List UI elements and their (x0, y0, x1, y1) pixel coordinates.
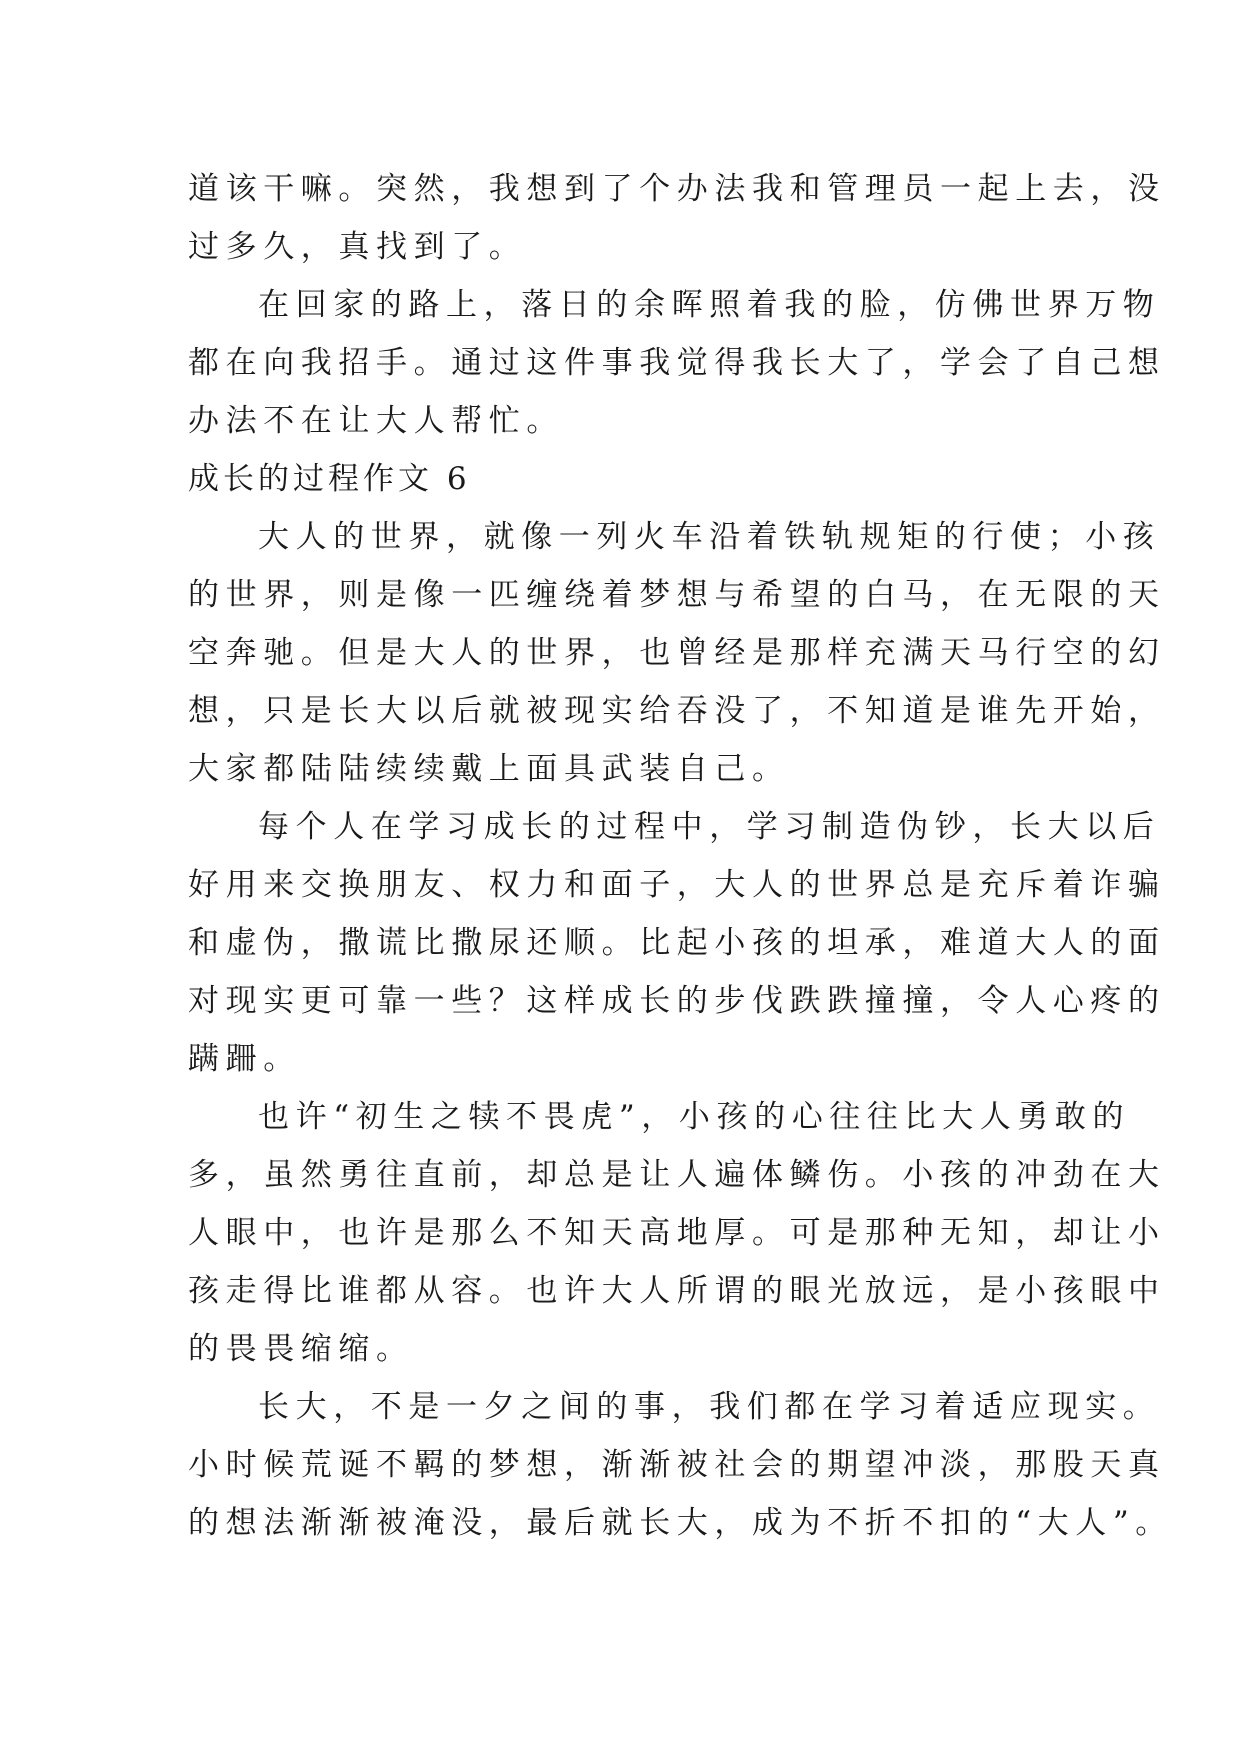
paragraph (188, 160, 1166, 276)
text-line: 办法不在让大人帮忙。 (188, 403, 564, 439)
text-line: 蹒跚。 (188, 1041, 301, 1077)
text-line: 好用来交换朋友、权力和面子，大人的世界总是充斥着诈骗 (188, 867, 1166, 903)
document-body (188, 160, 1173, 1552)
section-heading: 成长的过程作文 6 (188, 461, 471, 497)
text-line: 想，只是长大以后就被现实给吞没了，不知道是谁先开始， (188, 693, 1166, 729)
paragraph (188, 1378, 1173, 1552)
text-line: 对现实更可靠一些？这样成长的步伐跌跌撞撞，令人心疼的 (188, 983, 1166, 1019)
text-line: 多，虽然勇往直前，却总是让人遍体鳞伤。小孩的冲劲在大 (188, 1157, 1166, 1193)
text-line: 都在向我招手。通过这件事我觉得我长大了，学会了自己想 (188, 345, 1166, 381)
text-line: 和虚伪，撒谎比撒尿还顺。比起小孩的坦承，难道大人的面 (188, 925, 1166, 961)
text-line: 空奔驰。但是大人的世界，也曾经是那样充满天马行空的幻 (188, 635, 1166, 671)
text-line: 的世界，则是像一匹缠绕着梦想与希望的白马，在无限的天 (188, 577, 1166, 613)
paragraph (188, 276, 1166, 450)
text-line: 也许“初生之犊不畏虎”，小孩的心往往比大人勇敢的 (258, 1099, 1131, 1135)
text-line: 的想法渐渐被淹没，最后就长大，成为不折不扣的“大人”。 (188, 1505, 1173, 1541)
text-line: 的畏畏缩缩。 (188, 1331, 414, 1367)
text-line: 在回家的路上，落日的余晖照着我的脸，仿佛世界万物 (258, 287, 1161, 323)
paragraph (188, 508, 1166, 798)
text-line: 长大，不是一夕之间的事，我们都在学习着适应现实。 (258, 1389, 1161, 1425)
text-line: 大家都陆陆续续戴上面具武装自己。 (188, 751, 790, 787)
text-line: 孩走得比谁都从容。也许大人所谓的眼光放远，是小孩眼中 (188, 1273, 1166, 1309)
text-line: 大人的世界，就像一列火车沿着铁轨规矩的行使；小孩 (258, 519, 1161, 555)
paragraph (188, 1088, 1166, 1378)
text-line: 人眼中，也许是那么不知天高地厚。可是那种无知，却让小 (188, 1215, 1166, 1251)
paragraph (188, 798, 1166, 1088)
text-line: 小时候荒诞不羁的梦想，渐渐被社会的期望冲淡，那股天真 (188, 1447, 1166, 1483)
text-line: 每个人在学习成长的过程中，学习制造伪钞，长大以后 (258, 809, 1161, 845)
text-line: 道该干嘛。突然，我想到了个办法我和管理员一起上去，没 (188, 171, 1166, 207)
text-line: 过多久，真找到了。 (188, 229, 527, 265)
